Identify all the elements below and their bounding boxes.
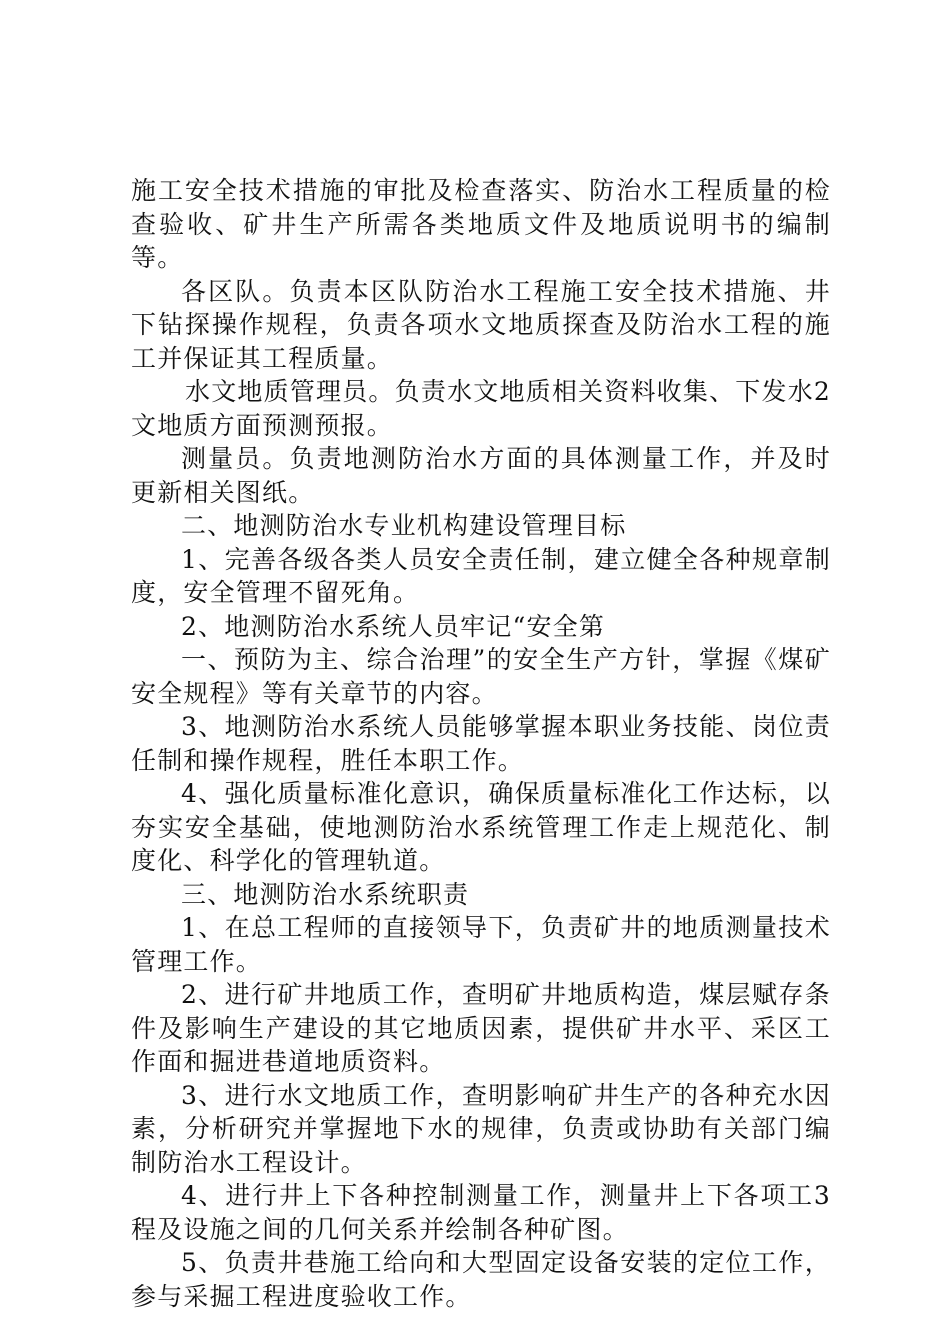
paragraph-4: 测量员。负责地测防治水方面的具体测量工作，并及时更新相关图纸。 [131,444,831,507]
paragraph-goal-1: 1、完善各级各类人员安全责任制，建立健全各种规章制度，安全管理不留死角。 [131,544,831,607]
paragraph-duty-3: 3、进行水文地质工作，查明影响矿井生产的各种充水因素，分析研究并掌握地下水的规律，负责或协助有关部门编制防治水工程设计。 [131,1080,831,1177]
paragraph-duty-4: 4、进行井上下各种控制测量工作，测量井上下各项工3程及设施之间的几何关系并绘制各种矿图。 [131,1181,831,1244]
paragraph-duty-2: 2、进行矿井地质工作，查明矿井地质构造，煤层赋存条件及影响生产建设的其它地质因素，提供矿井水平、采区工作面和掘进巷道地质资料。 [131,980,831,1076]
paragraph-goal-3: 3、地测防治水系统人员能够掌握本职业务技能、岗位责任制和操作规程，胜任本职工作。 [131,712,831,775]
paragraph-goal-4: 4、强化质量标准化意识，确保质量标准化工作达标，以夯实安全基础，使地测防治水系统管理工作走上规范化、制度化、科学化的管理轨道。 [131,779,831,875]
paragraph-duty-1: 1、在总工程师的直接领导下，负责矿井的地质测量技术管理工作。 [131,913,831,976]
paragraph-2: 各区队。负责本区队防治水工程施工安全技术措施、井下钻探操作规程，负责各项水文地质探查及防治水工程的施工并保证其工程质量。 [131,276,831,373]
paragraph-goal-2: 2、地测防治水系统人员牢记“安全第 [181,611,606,641]
paragraph-duty-5: 5、负责井巷施工给向和大型固定设备安装的定位工作，参与采掘工程进度验收工作。 [131,1248,831,1311]
document-body [131,174,831,1313]
paragraph-1: 施工安全技术措施的审批及检查落实、防治水工程质量的检查验收、矿井生产所需各类地质文件及地质说明书的编制等。 [131,176,831,272]
section-heading-3: 三、地测防治水系统职责 [181,879,470,909]
paragraph-3: 水文地质管理员。负责水文地质相关资料收集、下发水2文地质方面预测预报。 [131,377,831,440]
paragraph-goal-2-cont: 一、预防为主、综合治理”的安全生产方针，掌握《煤矿安全规程》等有关章节的内容。 [131,645,831,708]
section-heading-2: 二、地测防治水专业机构建设管理目标 [181,511,627,540]
